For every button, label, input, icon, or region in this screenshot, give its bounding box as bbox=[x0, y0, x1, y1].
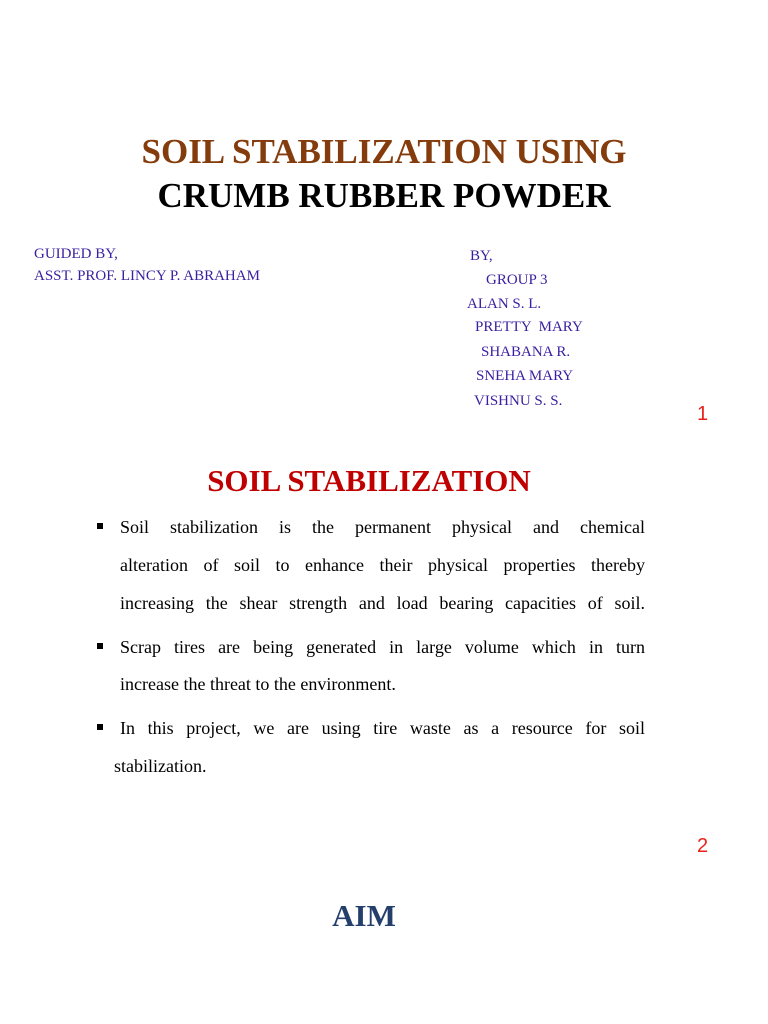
bullet-marker bbox=[97, 523, 103, 529]
slide1-title-line2: CRUMB RUBBER POWDER bbox=[157, 176, 611, 215]
bullet-line: alteration of soil to enhance their physical properties thereby bbox=[120, 555, 645, 575]
bullet-line: In this project, we are using tire waste as a resource for soil bbox=[120, 718, 645, 738]
page-number: 1 bbox=[697, 403, 709, 425]
member-name: PRETTY MARY bbox=[475, 319, 583, 335]
guide-name: ASST. PROF. LINCY P. ABRAHAM bbox=[34, 268, 260, 284]
member-name: SHABANA R. bbox=[481, 344, 571, 360]
member-name: ALAN S. L. bbox=[467, 296, 542, 312]
slide2-title: SOIL STABILIZATION bbox=[207, 463, 531, 498]
bullet-line: Soil stabilization is the permanent physical and chemical bbox=[120, 517, 645, 537]
page-number: 2 bbox=[697, 835, 709, 857]
bullet-line: stabilization. bbox=[114, 756, 207, 776]
by-label: BY, bbox=[470, 248, 493, 264]
member-name: VISHNU S. S. bbox=[474, 393, 563, 409]
member-name: SNEHA MARY bbox=[476, 368, 574, 384]
guided-by-label: GUIDED BY, bbox=[34, 246, 118, 262]
slide3-title: AIM bbox=[332, 898, 396, 933]
bullet-line: increase the threat to the environment. bbox=[120, 674, 396, 694]
bullet-marker bbox=[97, 643, 103, 649]
bullet-line: Scrap tires are being generated in large volume which in turn bbox=[120, 637, 645, 657]
bullet-marker bbox=[97, 724, 103, 730]
group-label: GROUP 3 bbox=[486, 272, 548, 288]
bullet-line: increasing the shear strength and load bearing capacities of soil. bbox=[120, 593, 645, 613]
slide1-title-line1: SOIL STABILIZATION USING bbox=[141, 132, 627, 171]
